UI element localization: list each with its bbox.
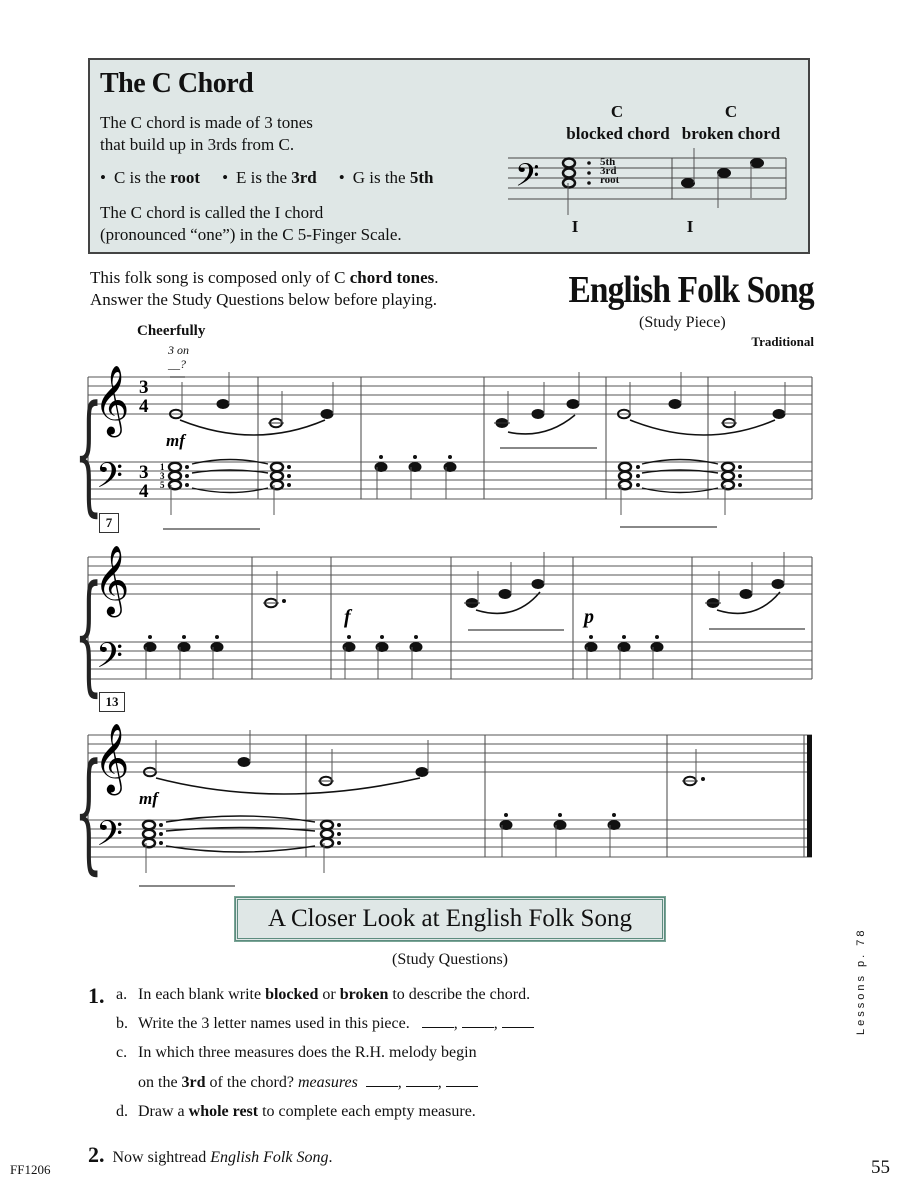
chord-box-title: The C Chord: [100, 68, 254, 99]
chord-desc-line1: The C chord is made of 3 tones: [100, 113, 313, 132]
system-2-answer-blanks: [468, 629, 805, 630]
blocked-chord-name: C: [610, 102, 624, 121]
measure-number-13: 13: [99, 692, 125, 712]
bullet-third: • E is the 3rd: [222, 168, 317, 188]
fingering-hint: 3 on: [168, 343, 189, 357]
lessons-reference: Lessons p. 78: [855, 927, 867, 1035]
brace-icon: {: [74, 557, 104, 709]
dynamic-p: p: [584, 606, 594, 628]
intro-text: This folk song is composed only of C chord tones. Answer the Study Questions below before playing.: [90, 268, 439, 309]
fingering-blank: __?: [168, 357, 186, 371]
svg-text:5: 5: [160, 480, 165, 490]
answer-blank[interactable]: [502, 1015, 534, 1028]
broken-chord-name: C: [724, 102, 738, 121]
bass-clef-icon: 𝄢: [96, 635, 124, 684]
treble-clef-icon: 𝄞: [94, 365, 130, 435]
chord-desc-line2: that build up in 3rds from C.: [100, 135, 295, 154]
system-2-rh-notes: [263, 552, 784, 613]
system-1-lh-notes: [169, 456, 742, 516]
bass-clef-icon: 𝄢: [96, 455, 124, 504]
svg-text:1: 1: [160, 462, 165, 472]
broken-chord-label: broken chord: [681, 124, 781, 143]
svg-text:3: 3: [139, 377, 149, 398]
svg-text:3: 3: [160, 471, 165, 481]
brace-icon: {: [74, 735, 104, 887]
bass-clef-icon: 𝄢: [96, 813, 124, 862]
question-1a: a. In each blank write blocked or broken to describe the chord.: [116, 986, 531, 1003]
chord-desc-line3: The C chord is called the I chord: [100, 203, 324, 222]
question-1b: b. Write the 3 letter names used in this piece. , ,: [116, 1015, 534, 1033]
page-number: 55: [871, 1157, 890, 1178]
interval-labels: 5th 3rd root: [600, 156, 620, 186]
svg-text:4: 4: [139, 481, 149, 502]
question-1-number: 1.: [88, 983, 105, 1008]
system-1: [88, 377, 812, 499]
answer-blank[interactable]: [462, 1015, 494, 1028]
song-subtitle: (Study Piece): [639, 314, 726, 331]
roman-numeral-blocked: I: [571, 217, 579, 236]
treble-clef-icon: 𝄞: [94, 545, 130, 615]
final-barline: [807, 735, 812, 857]
system-3: [88, 735, 812, 857]
system-2: [88, 557, 812, 679]
answer-blank[interactable]: [406, 1074, 438, 1087]
svg-text:4: 4: [139, 396, 149, 417]
composer: Traditional: [751, 334, 814, 349]
bullet-root: • C is the root: [100, 168, 200, 188]
svg-text:3: 3: [139, 462, 149, 483]
dynamic-mf: mf: [139, 789, 158, 808]
roman-numeral-broken: I: [686, 217, 694, 236]
question-2: 2. Now sightread English Folk Song.: [88, 1142, 333, 1167]
dynamic-mf: mf: [166, 431, 185, 450]
lh-fingering: [160, 462, 165, 490]
brace-icon: {: [74, 377, 104, 529]
book-code: FF1206: [10, 1162, 51, 1177]
question-1d: d. Draw a whole rest to complete each empty measure.: [116, 1103, 476, 1120]
tempo-marking: Cheerfully: [137, 323, 206, 339]
chord-desc-line4: (pronounced “one”) in the C 5-Finger Scale.: [100, 225, 402, 244]
blocked-chord-label: blocked chord: [566, 124, 670, 143]
closer-look-heading: A Closer Look at English Folk Song: [235, 897, 665, 941]
answer-blank[interactable]: [422, 1015, 454, 1028]
blocked-chord-notes: [563, 159, 591, 216]
bullet-fifth: • G is the 5th: [339, 168, 434, 188]
system-3-lh-notes: [143, 814, 620, 874]
dynamic-f: f: [344, 606, 351, 628]
answer-blank[interactable]: [446, 1074, 478, 1087]
measure-number-7: 7: [99, 513, 119, 533]
question-1c: c. In which three measures does the R.H. melody begin: [116, 1044, 477, 1061]
bass-clef-icon: 𝄢: [515, 157, 540, 201]
song-title: English Folk Song: [568, 269, 814, 311]
study-questions-subtitle: (Study Questions): [392, 951, 508, 968]
question-1c-cont: on the 3rd of the chord? measures , ,: [138, 1074, 478, 1092]
treble-clef-icon: 𝄞: [94, 723, 130, 793]
chord-example-staff: [508, 158, 786, 199]
time-signature: [139, 377, 149, 502]
answer-blank[interactable]: [366, 1074, 398, 1087]
